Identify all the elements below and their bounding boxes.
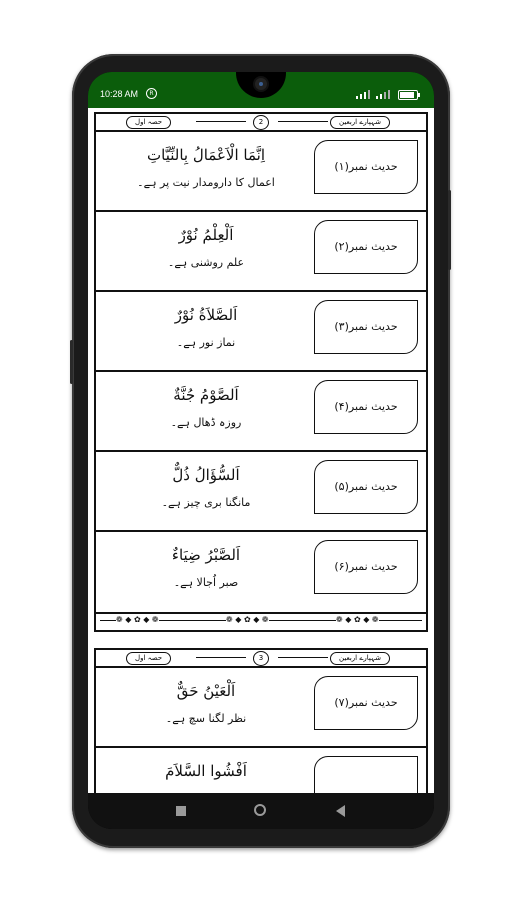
- screen: [88, 72, 434, 829]
- urdu-translation: علم روشنی ہے۔: [167, 256, 245, 269]
- hadith-number-label: حدیث نمبر(۲): [314, 220, 418, 274]
- header-divider: [196, 657, 246, 658]
- arabic-text: اَلسُّؤَالُ ذُلٌّ: [172, 466, 240, 484]
- urdu-translation: اعمال کا دارومدار نیت پر ہے۔: [137, 176, 275, 189]
- hadith-number-label: حدیث نمبر(۳): [314, 300, 418, 354]
- hadith-row[interactable]: [96, 748, 426, 793]
- hadith-number-label: حدیث نمبر(۴): [314, 380, 418, 434]
- navigation-bar: [88, 793, 434, 829]
- hadith-row[interactable]: [96, 292, 426, 372]
- hadith-row[interactable]: [96, 668, 426, 748]
- book-title: شہپارے اربعین: [330, 116, 390, 129]
- hadith-row[interactable]: [96, 532, 426, 612]
- arabic-text: اَلصَّلاَةُ نُوْرٌ: [174, 306, 238, 324]
- battery-icon: [398, 90, 418, 100]
- ornament-icon: ❁ ◆ ✿ ◆ ❁: [336, 615, 379, 624]
- arabic-text: اَفْشُوا السَّلاَمَ: [165, 762, 247, 780]
- hadith-number-label: حدیث نمبر(۵): [314, 460, 418, 514]
- page-footer-ornament: [96, 612, 426, 628]
- urdu-translation: روزہ ڈھال ہے۔: [170, 416, 242, 429]
- recents-button[interactable]: [176, 806, 186, 816]
- status-time: 10:28 AM: [100, 89, 139, 99]
- header-divider: [278, 657, 328, 658]
- header-divider: [278, 121, 328, 122]
- volume-button: [448, 190, 451, 270]
- arabic-text: اَلصَّوْمُ جُنَّةٌ: [173, 386, 239, 404]
- page-number: 3: [253, 651, 269, 666]
- urdu-translation: نظر لگنا سچ ہے۔: [165, 712, 247, 725]
- book-page: [94, 648, 428, 793]
- book-content[interactable]: [88, 108, 434, 793]
- page-section-label: حصہ اول: [126, 652, 171, 665]
- hadith-row[interactable]: [96, 372, 426, 452]
- book-title: شہپارے اربعین: [330, 652, 390, 665]
- power-button: [70, 340, 73, 384]
- arabic-text: اَلْعَيْنُ حَقٌّ: [176, 682, 236, 700]
- notification-icon: R: [146, 88, 157, 99]
- arabic-text: اِنَّمَا الْاَعْمَالُ بِالنِّيَّاتِ: [147, 146, 265, 164]
- hadith-number-label: حدیث نمبر(۶): [314, 540, 418, 594]
- camera-icon: [255, 78, 267, 90]
- ornament-icon: ❁ ◆ ✿ ◆ ❁: [226, 615, 269, 624]
- urdu-translation: نماز نور ہے۔: [176, 336, 236, 349]
- hadith-row[interactable]: [96, 212, 426, 292]
- hadith-number-label: حدیث نمبر(۱): [314, 140, 418, 194]
- back-button[interactable]: [336, 805, 345, 817]
- hadith-row[interactable]: [96, 132, 426, 212]
- home-button[interactable]: [254, 804, 266, 816]
- page-header: [96, 650, 426, 668]
- signal-icon: [356, 90, 374, 99]
- arabic-text: اَلْعِلْمُ نُوْرٌ: [178, 226, 234, 244]
- urdu-translation: صبر اُجالا ہے۔: [173, 576, 239, 589]
- hadith-number-label: [314, 756, 418, 793]
- ornament-icon: ❁ ◆ ✿ ◆ ❁: [116, 615, 159, 624]
- page-header: [96, 114, 426, 132]
- urdu-translation: مانگنا بری چیز ہے۔: [161, 496, 251, 509]
- page-number: 2: [253, 115, 269, 130]
- page-section-label: حصہ اول: [126, 116, 171, 129]
- book-page: [94, 112, 428, 632]
- arabic-text: اَلصَّبْرُ ضِيَاءٌ: [171, 546, 241, 564]
- hadith-number-label: حدیث نمبر(۷): [314, 676, 418, 730]
- hadith-row[interactable]: [96, 452, 426, 532]
- signal-icon-2: [376, 90, 394, 99]
- header-divider: [196, 121, 246, 122]
